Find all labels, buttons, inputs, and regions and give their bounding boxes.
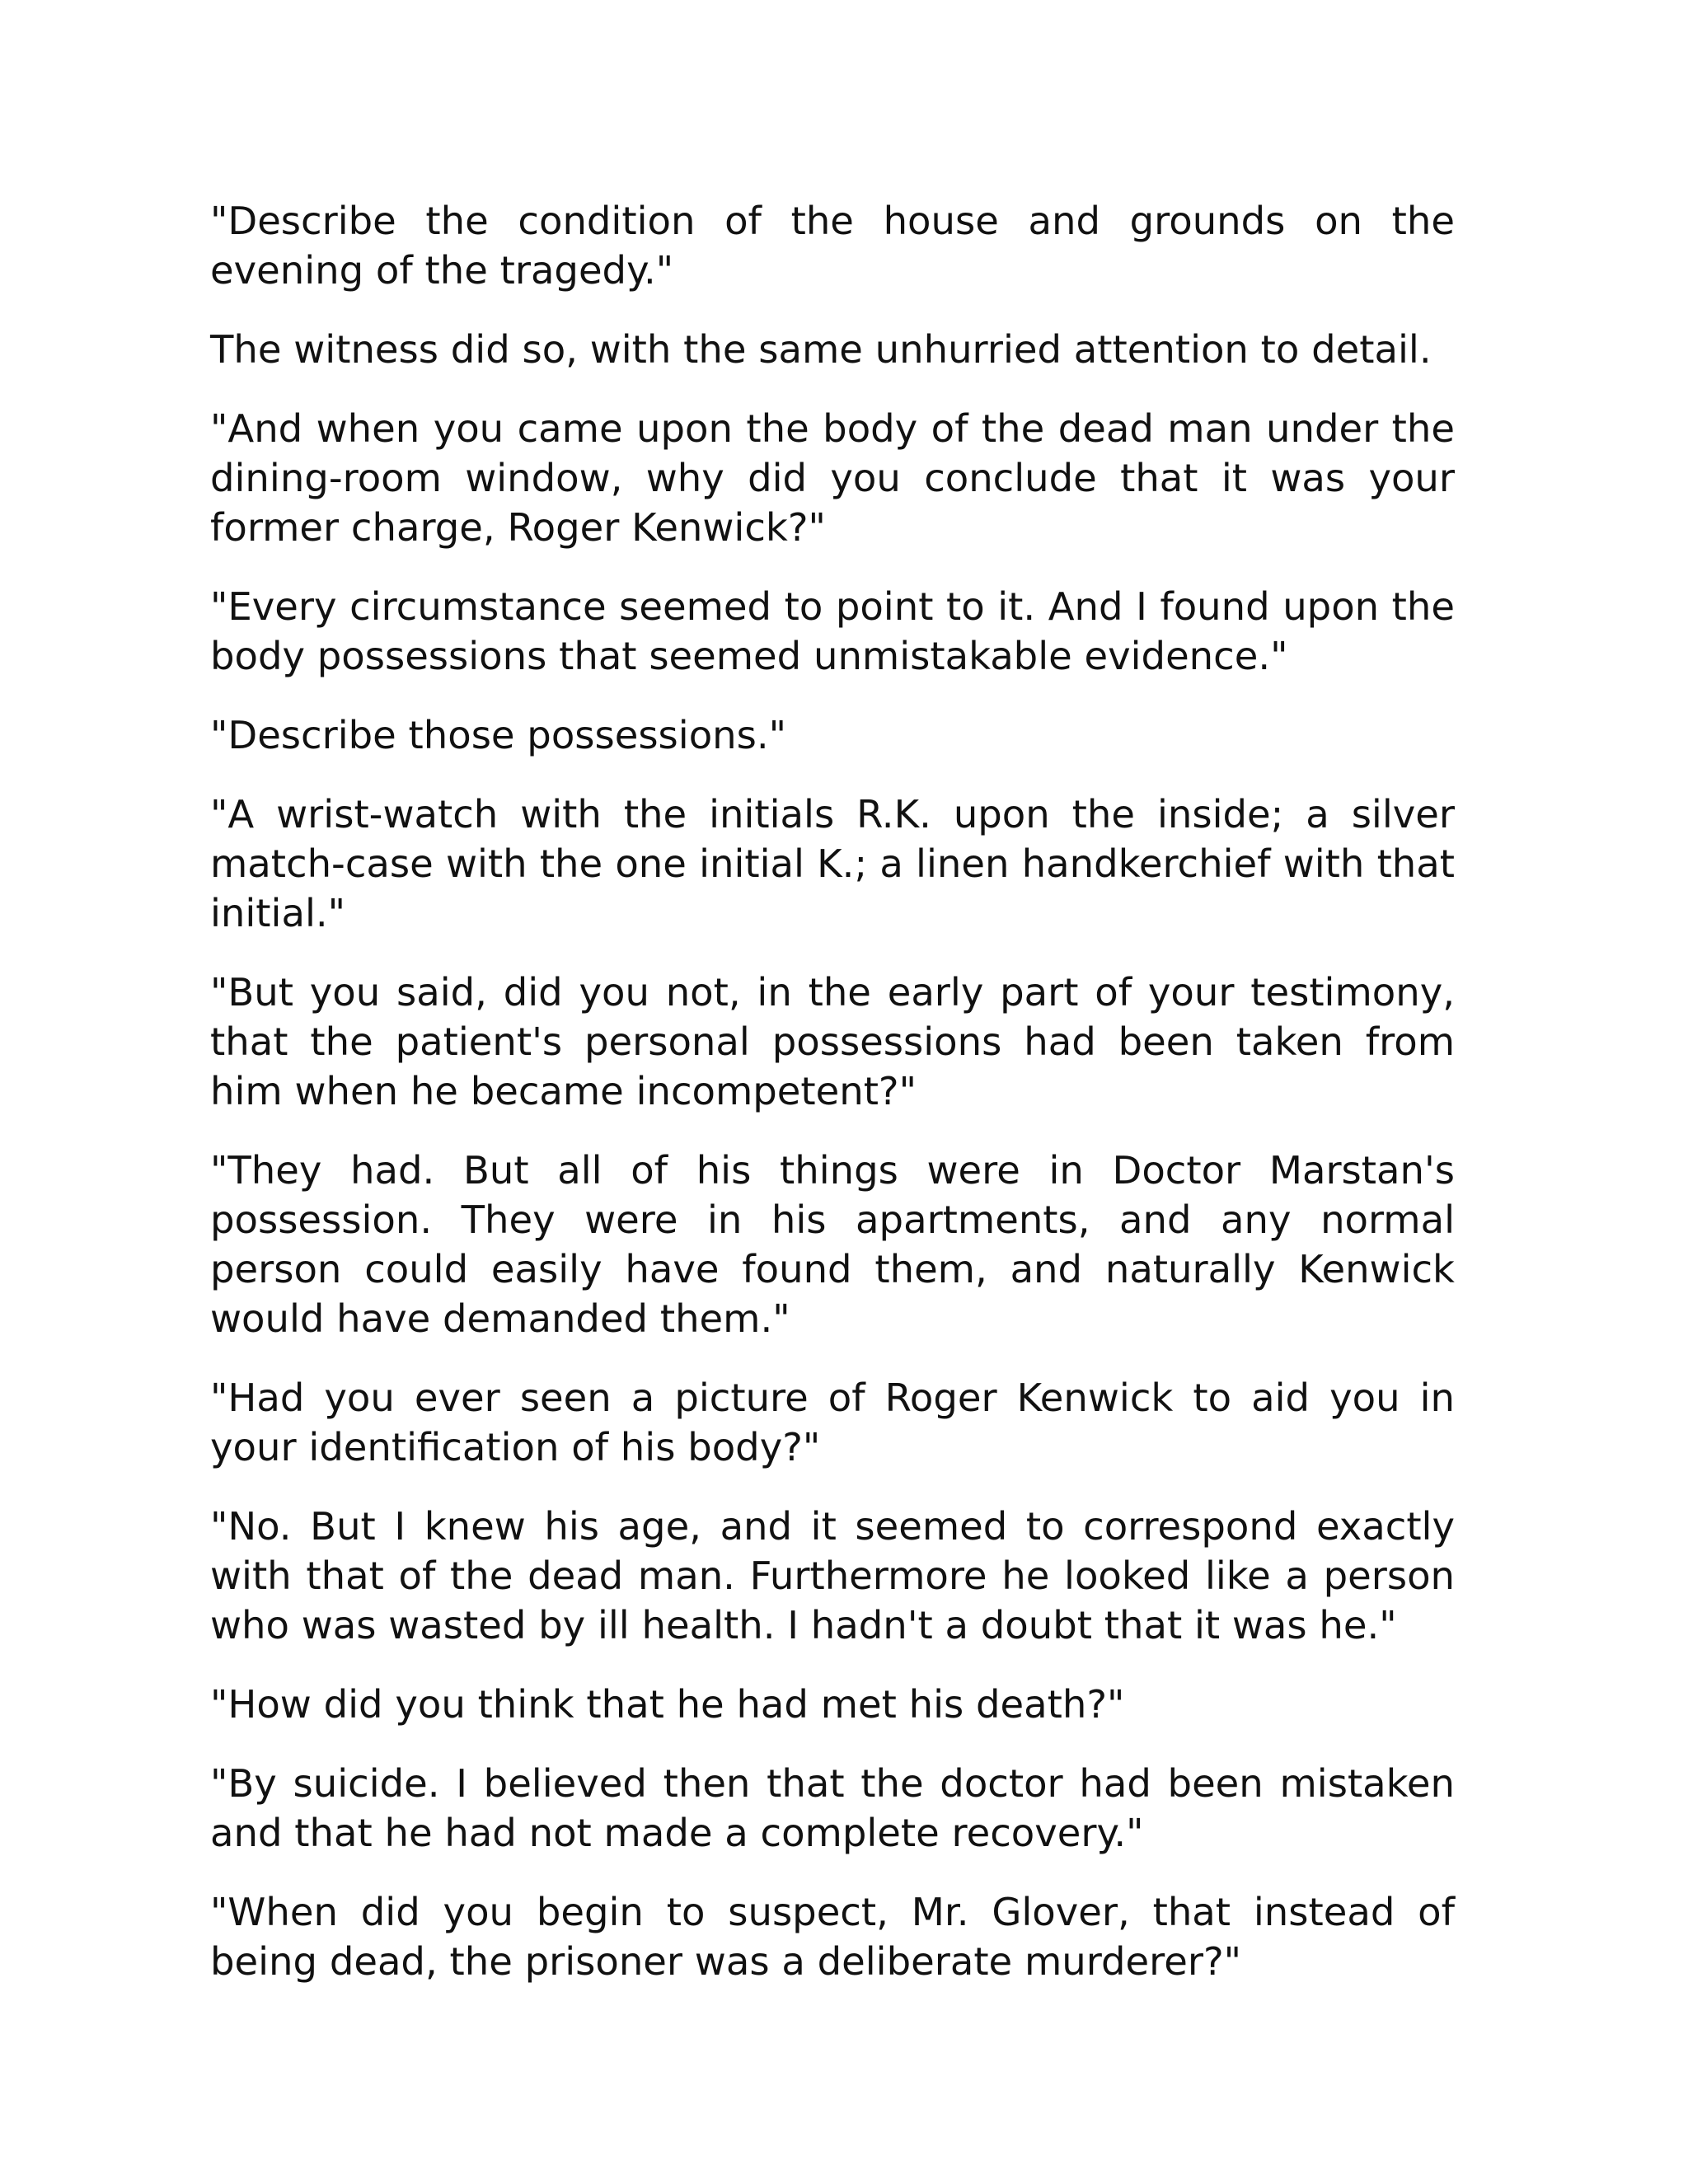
paragraph: "Every circumstance seemed to point to it. And I found upon the body possessions that seemed unmistakable evidence." [210,584,1455,678]
paragraph: "When did you begin to suspect, Mr. Glover, that instead of being dead, the prisoner was a deliberate murderer?" [210,1890,1455,1984]
paragraph: "By suicide. I believed then that the doctor had been mistaken and that he had not made a complete recovery." [210,1761,1455,1855]
paragraph: "Describe those possessions." [210,713,787,757]
body-text [210,196,1455,1986]
paragraph: "No. But I knew his age, and it seemed to correspond exactly with that of the dead man. Furthermore he looked like a person who was wasted by ill health. I hadn't a doubt that it was he." [210,1504,1455,1647]
paragraph: "Describe the condition of the house and grounds on the evening of the tragedy." [210,199,1455,293]
paragraph: "How did you think that he had met his death?" [210,1682,1125,1727]
paragraph: "And when you came upon the body of the dead man under the dining-room window, why did you conclude that it was your former charge, Roger Kenwick?" [210,406,1455,550]
paragraph: The witness did so, with the same unhurried attention to detail. [210,327,1432,372]
paragraph: "Had you ever seen a picture of Roger Kenwick to aid you in your identification of his body?" [210,1376,1455,1469]
paragraph: "They had. But all of his things were in Doctor Marstan's possession. They were in his apartments, and any normal person could easily have found them, and naturally Kenwick would have demanded them." [210,1148,1455,1341]
paragraph: "A wrist-watch with the initials R.K. upon the inside; a silver match-case with the one initial K.; a linen handkerchief with that initial." [210,792,1455,935]
paragraph: "But you said, did you not, in the early part of your testimony, that the patient's personal possessions had been taken from him when he became incompetent?" [210,970,1455,1113]
